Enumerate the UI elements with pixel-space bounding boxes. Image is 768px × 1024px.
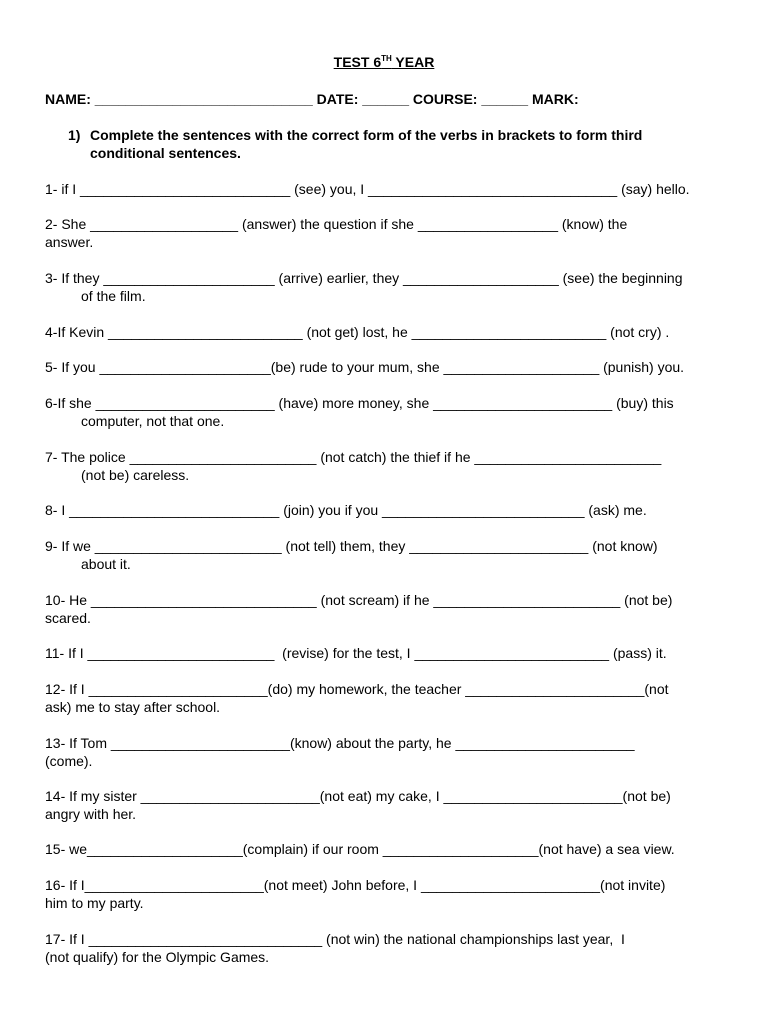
sentence-item [45,840,725,858]
sentence-item [45,394,725,430]
sentence-item [45,591,725,627]
sentence-line: 13- If Tom _______________________(know) about the party, he _______________________ [45,735,635,751]
exercise-instruction-text: Complete the sentences with the correct form of the verbs in brackets to form third conditional sentences. [90,127,643,161]
sentence-item [45,787,725,823]
title-main: TEST 6 [333,54,382,70]
title-superscript: TH [381,54,392,63]
sentence-item [45,876,725,912]
sentence-continuation: about it. [81,556,131,572]
sentence-line: 4-If Kevin _________________________ (not get) lost, he _________________________ (not cry) . [45,324,670,340]
sentence-item [45,269,725,305]
sentence-item [45,501,725,519]
sentence-line: 15- we____________________(complain) if our room ____________________(not have) a sea view. [45,841,675,857]
sentence-continuation: (not qualify) for the Olympic Games. [45,949,270,965]
sentence-item [45,537,725,573]
sentence-item [45,734,725,770]
sentence-item [45,358,725,376]
sentence-continuation: answer. [45,234,94,250]
sentence-line: 6-If she _______________________ (have) more money, she _______________________ (buy) this [45,395,674,411]
sentence-line: 2- She ___________________ (answer) the question if she __________________ (know) the [45,216,628,232]
sentence-line: 3- If they ______________________ (arrive) earlier, they ____________________ (see) the beginning [45,270,683,286]
sentence-continuation: him to my party. [45,895,144,911]
sentence-item [45,180,725,198]
sentence-line: 11- If I ________________________ (revise) for the test, I _________________________ (pass) it. [45,645,667,661]
sentence-continuation: of the film. [81,288,146,304]
sentence-item [45,930,725,966]
sentence-continuation: (not be) careless. [81,467,190,483]
sentence-continuation: (come). [45,753,93,769]
sentence-continuation: computer, not that one. [81,413,225,429]
student-info-line: NAME: ____________________________ DATE: ______ COURSE: ______ MARK: [45,91,579,107]
sentence-line: 10- He _____________________________ (not scream) if he ________________________ (not be) [45,592,673,608]
sentence-line: 9- If we ________________________ (not tell) them, they _______________________ (not know) [45,538,658,554]
sentence-item [45,680,725,716]
page-title [0,54,768,70]
sentence-item [45,448,725,484]
title-text [334,54,435,70]
sentence-line: 17- If I ______________________________ (not win) the national championships last year, I [45,931,625,947]
sentence-line: 7- The police ________________________ (not catch) the thief if he ________________________ [45,449,662,465]
sentence-line: 12- If I _______________________(do) my homework, the teacher _______________________(not [45,681,669,697]
sentence-line: 16- If I_______________________(not meet) John before, I _______________________(not invite) [45,877,666,893]
sentence-continuation: angry with her. [45,806,137,822]
sentence-item [45,323,725,341]
sentence-line: 1- if I ___________________________ (see) you, I ________________________________ (say) hello. [45,181,690,197]
title-suffix: YEAR [391,54,435,70]
exercise-number: 1) [68,127,81,143]
sentence-continuation: ask) me to stay after school. [45,699,221,715]
sentence-item [45,215,725,251]
sentence-item [45,644,725,662]
sentence-line: 8- I ___________________________ (join) you if you __________________________ (ask) me. [45,502,647,518]
sentence-line: 5- If you ______________________(be) rude to your mum, she ____________________ (punish) you. [45,359,685,375]
sentence-continuation: scared. [45,610,91,626]
sentence-line: 14- If my sister _______________________(not eat) my cake, I _______________________(not be) [45,788,671,804]
exercise-instruction [68,126,708,162]
